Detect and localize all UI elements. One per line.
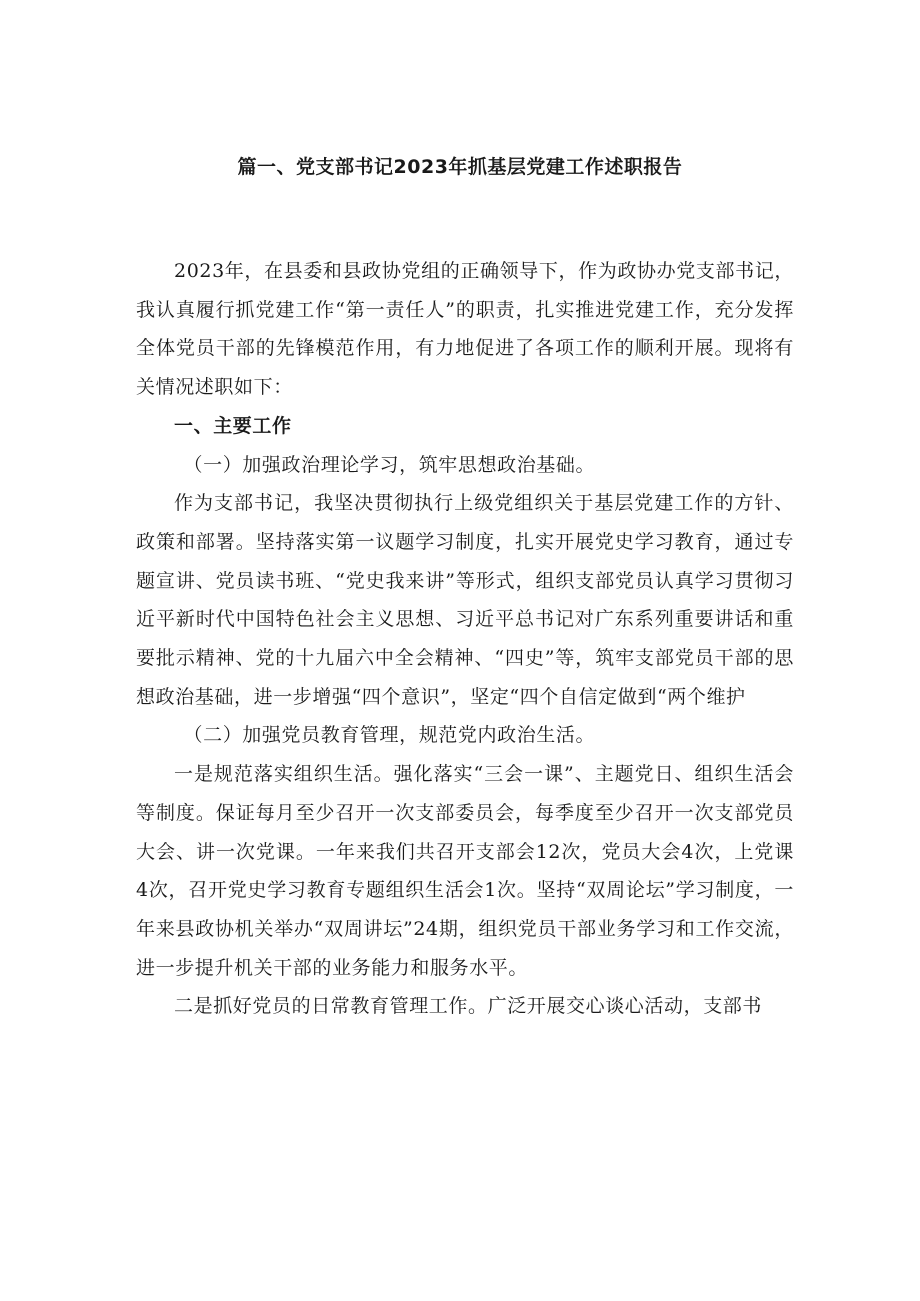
subsection-heading-1: （一）加强政治理论学习，筑牢思想政治基础。	[183, 453, 596, 476]
subsection-2-paragraph-1: 一是规范落实组织生活。强化落实“三会一课”、主题党日、组织生活会等制度。保证每月至少召开一次支部委员会，每季度至少召开一次支部党员大会、讲一次党课。一年来我们共召开支部会12次，党员大会4次，上党课4次，召开党史学习教育专题组织生活会1次。坚持“双周论坛”学习制度，一年来县政协机关举办“双周讲坛”24期，组织党员干部业务学习和工作交流，进一步提升机关干部的业务能力和服务水平。	[136, 763, 794, 979]
intro-paragraph: 2023年，在县委和县政协党组的正确领导下，作为政协办党支部书记，我认真履行抓党建工作“第一责任人”的职责，扎实推进党建工作，充分发挥全体党员干部的先锋模范作用，有力地促进了各项工作的顺利开展。现将有关情况述职如下：	[136, 260, 794, 399]
subsection-heading-2: （二）加强党员教育管理，规范党内政治生活。	[183, 724, 596, 747]
subsection-2-paragraph-2: 二是抓好党员的日常教育管理工作。广泛开展交心谈心活动，支部书	[174, 995, 763, 1018]
document-body	[136, 252, 794, 1026]
subsection-1-paragraph: 作为支部书记，我坚决贯彻执行上级党组织关于基层党建工作的方针、政策和部署。坚持落实第一议题学习制度，扎实开展党史学习教育，通过专题宣讲、党员读书班、“党史我来讲”等形式，组织支部党员认真学习贯彻习近平新时代中国特色社会主义思想、习近平总书记对广东系列重要讲话和重要批示精神、党的十九届六中全会精神、“四史”等，筑牢支部党员干部的思想政治基础，进一步增强“四个意识”，坚定“四个自信定做到“两个维护	[136, 492, 794, 708]
section-heading-main-work: 一、主要工作	[174, 414, 292, 437]
document-title: 篇一、党支部书记2023年抓基层党建工作述职报告	[237, 156, 683, 178]
